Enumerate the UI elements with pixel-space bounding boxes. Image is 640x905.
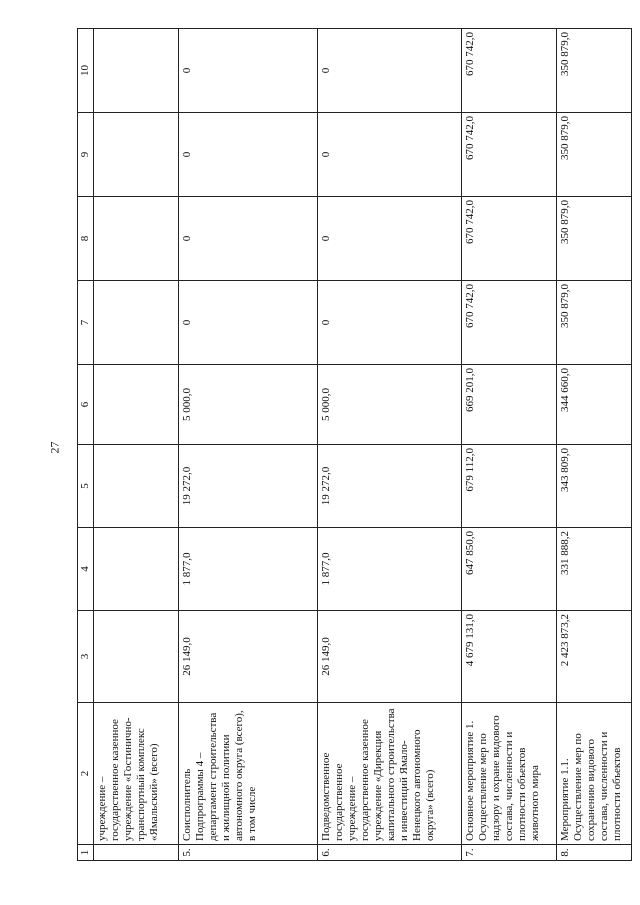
cell: 350 879,0 <box>557 113 632 197</box>
table-row <box>462 29 557 861</box>
header-cell: 4 <box>78 528 94 611</box>
cell: 1 877,0 <box>318 528 462 611</box>
row-name: Мероприятие 1.1. Осуществление мер по сохранению видового состава, численности и плотности объектов <box>557 703 632 845</box>
cell: 350 879,0 <box>557 29 632 113</box>
cell: 0 <box>179 281 318 365</box>
cell <box>94 281 179 365</box>
row-name: Подведомственное государственное учреждение – государственное казенное учреждение «Дирекция капитального строительства и инвестиций Ямало-Ненецкого автономного округа» (всего) <box>318 703 462 845</box>
header-cell: 5 <box>78 445 94 528</box>
row-number: 5. <box>179 845 318 861</box>
cell: 19 272,0 <box>318 445 462 528</box>
cell: 343 809,0 <box>557 445 632 528</box>
header-cell: 7 <box>78 281 94 365</box>
table-row <box>318 29 462 861</box>
cell <box>94 29 179 113</box>
cell: 26 149,0 <box>318 611 462 703</box>
cell: 0 <box>318 29 462 113</box>
cell: 0 <box>179 197 318 281</box>
cell: 669 201,0 <box>462 365 557 445</box>
cell: 344 660,0 <box>557 365 632 445</box>
row-name: учреждение – государственное казенное учреждение «Гостинично-транспортный комплекс «Ямальский» (всего) <box>94 703 179 845</box>
header-cell: 8 <box>78 197 94 281</box>
cell: 26 149,0 <box>179 611 318 703</box>
cell: 0 <box>179 29 318 113</box>
cell: 679 112,0 <box>462 445 557 528</box>
cell: 19 272,0 <box>179 445 318 528</box>
header-cell: 10 <box>78 29 94 113</box>
page-number: 27 <box>47 441 62 454</box>
header-cell: 3 <box>78 611 94 703</box>
cell: 5 000,0 <box>318 365 462 445</box>
cell: 331 888,2 <box>557 528 632 611</box>
table-row <box>557 29 632 861</box>
cell: 2 423 873,2 <box>557 611 632 703</box>
rotated-table-container <box>77 31 623 861</box>
cell: 5 000,0 <box>179 365 318 445</box>
cell: 1 877,0 <box>179 528 318 611</box>
cell: 647 850,0 <box>462 528 557 611</box>
cell: 0 <box>318 281 462 365</box>
cell <box>94 528 179 611</box>
cell: 670 742,0 <box>462 281 557 365</box>
table-row <box>179 29 318 861</box>
cell <box>94 445 179 528</box>
cell: 670 742,0 <box>462 29 557 113</box>
cell: 670 742,0 <box>462 197 557 281</box>
header-cell: 1 <box>78 845 94 861</box>
cell: 0 <box>318 197 462 281</box>
cell <box>94 611 179 703</box>
row-number: 8. <box>557 845 632 861</box>
cell: 4 679 131,0 <box>462 611 557 703</box>
cell <box>94 365 179 445</box>
header-cell: 6 <box>78 365 94 445</box>
cell <box>94 113 179 197</box>
row-name: Соисполнитель Подпрограммы 4 – департамент строительства и жилищной политики автономного округа (всего), в том числе <box>179 703 318 845</box>
table-row <box>94 29 179 861</box>
cell: 0 <box>318 113 462 197</box>
cell: 350 879,0 <box>557 281 632 365</box>
header-cell: 2 <box>78 703 94 845</box>
header-cell: 9 <box>78 113 94 197</box>
cell: 670 742,0 <box>462 113 557 197</box>
cell: 350 879,0 <box>557 197 632 281</box>
cell <box>94 197 179 281</box>
row-number <box>94 845 179 861</box>
header-row <box>78 29 94 861</box>
cell: 0 <box>179 113 318 197</box>
row-name: Основное мероприятие 1. Осуществление мер по надзору и охране видового состава, численности и плотности объектов животного мира <box>462 703 557 845</box>
row-number: 6. <box>318 845 462 861</box>
budget-table <box>77 28 632 861</box>
row-number: 7. <box>462 845 557 861</box>
